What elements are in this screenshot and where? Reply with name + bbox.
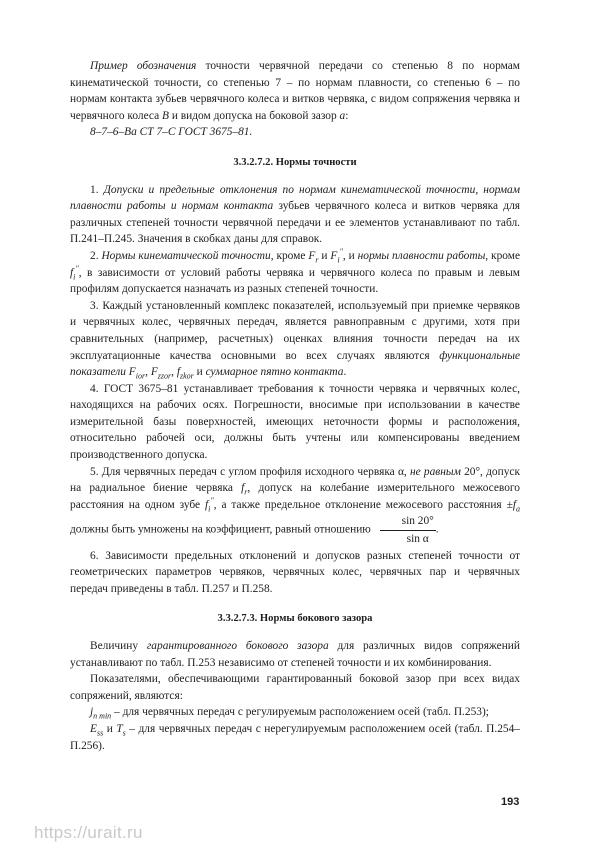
- source-watermark: https://urait.ru: [34, 823, 143, 842]
- item-text: , в зависимости от условий работы червяка и червячного колеса по правым и левым профилям допускается назначать из разных степеней точности.: [70, 266, 520, 296]
- item-number: 3.: [90, 299, 103, 312]
- symbol-Fior: $F_{ior}$: [128, 366, 146, 381]
- item-text: для различных видов сопряжений устанавливают по табл. П.253 независимо от степеней точности и их комбинирования.: [70, 640, 520, 669]
- item-number: 2.: [90, 249, 102, 262]
- item-text: зубьев червячного колеса и витков червяка для различных степеней точности червячной передачи и ее элементов устанавливают по табл. П.241–П.245. Значения в скобках даны для справок.: [70, 200, 521, 246]
- symbol-jnmin: $j_{n min}$: [90, 706, 112, 721]
- item-text: Величину: [90, 640, 147, 652]
- item-text: , допуск на колебание измерительного межосевого расстояния на одном зубе: [70, 482, 520, 511]
- var-a: а: [339, 109, 346, 122]
- symbol-Ess: $E_{ss}$: [90, 722, 104, 738]
- symbol-fa: $\pm f_a$: [506, 498, 520, 514]
- example-text: точности червячной передачи со степенью 8 по нормам кинематической точности, со степенью 7 – по нормам плавности, со степенью 6 – по нормам контакта зубьев червячного колеса и витков червяка, с видом сопряжения червяка и червячного колеса: [70, 60, 520, 122]
- symbol-fzkor: $f_{zkor}$: [176, 366, 194, 381]
- example-paragraph: [70, 58, 520, 124]
- sine-ratio-fraction: [380, 513, 436, 547]
- example-text2: и видом допуска на боковой зазор: [169, 109, 340, 122]
- item-text: , кроме: [270, 249, 309, 262]
- item-italic: нормы плавности работы: [357, 249, 486, 262]
- backlash-paragraph-1: [70, 638, 520, 671]
- item-text: и: [318, 249, 331, 262]
- item-number: 5.: [90, 465, 102, 478]
- designation-example: 8–7–6–Ва СТ 7–С ГОСТ 3675–81.: [90, 126, 253, 139]
- var-b: В: [162, 109, 169, 122]
- backlash-item-jn: [70, 704, 520, 721]
- item-text: , а также предельное отклонение межосевого расстояния: [213, 498, 507, 511]
- item-6: [70, 548, 520, 598]
- item-3: 3. Каждый установленный комплекс показателей, используемый при приемке червяков и червячных колес, червячных передач, является равноправным с другими, хотя при сравнительных (например, расчетных) оценках влияния точности передач на их эксплуатационные качества основными во всех случаях являются функциональные показатели $F_{ior}$, $F_{zzor}$, $f_{zkor}$ и суммарное пятно контакта.: [70, 299, 520, 381]
- item-text: Для червячных передач с углом профиля исходного червяка α,: [101, 465, 410, 478]
- item-text: , и: [342, 249, 358, 262]
- item-text: .: [343, 366, 347, 379]
- item-text: ГОСТ 3675–81 устанавливает требования к точности червяка и червячных колес, находящихся на рабочих осях. Погрешности, вносимые при использовании в качестве измерительной базы поверхностей, имеющих неточности формы и расположения, относительно рабочей оси, должны быть учтены или компенсированы введением производственного допуска.: [70, 382, 521, 462]
- item-text: и: [193, 366, 206, 379]
- item-text: – для червячных передач с нерегулируемым расположением осей (табл. П.254–П.256).: [70, 722, 520, 752]
- symbol-fi2: $f_i''$: [204, 496, 214, 514]
- symbol-Fi: $F_i''$: [330, 247, 343, 265]
- backlash-paragraph-2: Показателями, обеспечивающими гарантированный боковой зазор при всех видах сопряжений, являются:: [70, 673, 520, 702]
- fraction-numerator: sin 20°: [380, 513, 436, 531]
- item-italic: Нормы кинематической точности: [101, 249, 271, 262]
- item-italic: суммарное пятно контакта: [205, 366, 344, 379]
- item-1: [70, 182, 520, 248]
- item-text: Зависимости предельных отклонений и допусков разных степеней точности от геометрических параметров червяков, червячных колес, червячных пар и червячных передач приведены в табл. П.257 и П.258.: [70, 549, 521, 595]
- symbol-Fzzor: $F_{zzor}$: [150, 366, 172, 381]
- symbol-Fr: $F_r$: [308, 249, 319, 265]
- item-number: 1.: [90, 183, 104, 196]
- item-2: [70, 248, 520, 298]
- section-heading-accuracy: 3.3.2.7.2. Нормы точности: [233, 156, 357, 168]
- item-4: [70, 381, 520, 464]
- page-body: [70, 58, 520, 754]
- example-lead: Пример обозначения: [90, 60, 197, 72]
- section-heading-backlash: 3.3.2.7.3. Нормы бокового зазора: [217, 613, 373, 625]
- item-italic: функциональные показатели: [70, 349, 520, 379]
- item-text: должны быть умножены на коэффициент, равный отношению: [70, 524, 374, 537]
- symbol-fr: $f_r$: [241, 482, 248, 497]
- item-number: 6.: [90, 549, 106, 562]
- page-number: 193: [501, 796, 520, 808]
- symbol-fi: $f_i''$: [70, 263, 79, 281]
- example-text3: :: [345, 109, 349, 122]
- item-italic: Допуски и предельные отклонения по нормам кинематической точности, нормам плавности работы и нормам контакта: [70, 183, 521, 213]
- item-text: 20°, допуск на радиальное биение червяка: [70, 465, 520, 495]
- item-text: и: [103, 722, 117, 735]
- item-text: .: [435, 524, 439, 537]
- item-text: Каждый установленный комплекс показателей, используемый при приемке червяков и червячных колес, червячных передач, является равноправным с другими, хотя при сравнительных (например, расчетных) оценках влияния точности передач на их эксплуатационные качества основными во всех случаях являются: [70, 299, 520, 362]
- item-5: [70, 464, 520, 548]
- item-italic: гарантированного бокового зазора: [146, 640, 329, 652]
- backlash-item-ess: [70, 721, 520, 754]
- item-italic: не равным: [409, 465, 461, 478]
- item-text: – для червячных передач с регулируемым расположением осей (табл. П.253);: [111, 706, 489, 719]
- item-number: 4.: [90, 382, 104, 395]
- fraction-denominator: sin α: [406, 533, 429, 546]
- symbol-Ts: $T_s$: [116, 722, 126, 738]
- item-text: , кроме: [485, 249, 521, 262]
